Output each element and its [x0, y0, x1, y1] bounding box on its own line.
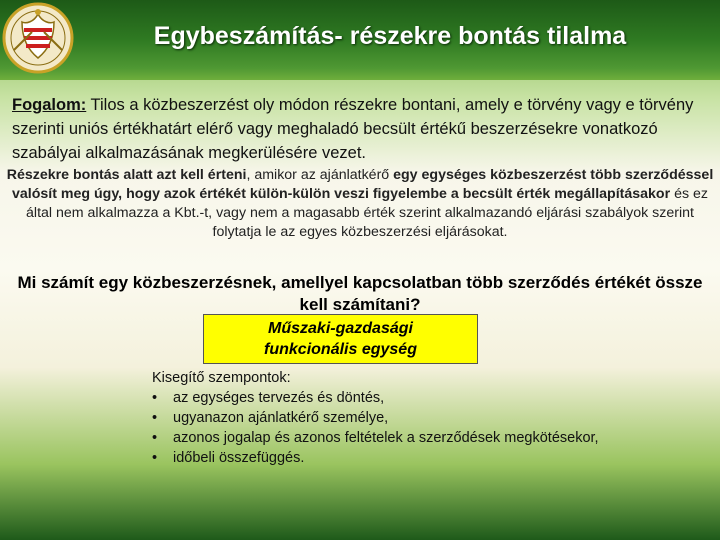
- explanation-paragraph: [2, 166, 718, 242]
- highlight-box: [203, 314, 478, 364]
- list-item-text: időbeli összefüggés.: [173, 450, 305, 466]
- list-item-text: azonos jogalap és azonos feltételek a szerződések megkötésekor,: [173, 430, 599, 446]
- military-crest-icon: [2, 2, 74, 74]
- list-item-text: ugyanazon ajánlatkérő személye,: [173, 410, 389, 426]
- bullet-icon: •: [152, 410, 158, 426]
- highlight-line-1: Műszaki-gazdasági: [268, 320, 413, 337]
- slide-title: Egybeszámítás- részekre bontás tilalma: [153, 22, 627, 50]
- bullet-icon: •: [152, 390, 158, 406]
- definition-label: Fogalom:: [12, 96, 87, 114]
- highlight-line-2: funkcionális egység: [264, 341, 417, 358]
- definition-paragraph: [12, 93, 712, 165]
- list-item: [152, 428, 692, 448]
- list-item-text: az egységes tervezés és döntés,: [173, 390, 385, 406]
- list-item: [152, 388, 692, 408]
- explanation-text-1: , amikor az ajánlatkérő: [246, 167, 394, 183]
- explanation-emphasis: egy egységes közbeszerzést több szerződéssel valósít meg úgy, hogy azok értékét külön-külön veszi figyelembe a becsült érték megállapításakor: [12, 167, 714, 202]
- explanation-term: Részekre bontás alatt azt kell érteni: [6, 167, 247, 183]
- aspects-list: [152, 388, 692, 468]
- list-item: [152, 448, 692, 468]
- question-heading: Mi számít egy közbeszerzésnek, amellyel kapcsolatban több szerződés értékét össze kell számítani?: [17, 273, 703, 314]
- bullet-icon: •: [152, 430, 158, 446]
- bullet-icon: •: [152, 450, 158, 466]
- title-bar: [0, 0, 720, 80]
- aspects-heading: Kisegítő szempontok:: [152, 370, 291, 386]
- definition-text: Tilos a közbeszerzést oly módon részekre bontani, amely e törvény vagy e törvény szerinti uniós értékhatárt elérő vagy meghaladó becsült értékű beszerzésekre vonatkozó szabályai alkalmazásának megkerülésére vezet.: [12, 96, 694, 162]
- auxiliary-aspects: [152, 368, 692, 468]
- explanation-text-2: és ez által nem alkalmazza a Kbt.-t, vagy nem a magasabb érték szerint alkalmazandó eljárási szabályok szerint folytatja le az egyes közbeszerzési eljárásokat.: [26, 186, 708, 240]
- list-item: [152, 408, 692, 428]
